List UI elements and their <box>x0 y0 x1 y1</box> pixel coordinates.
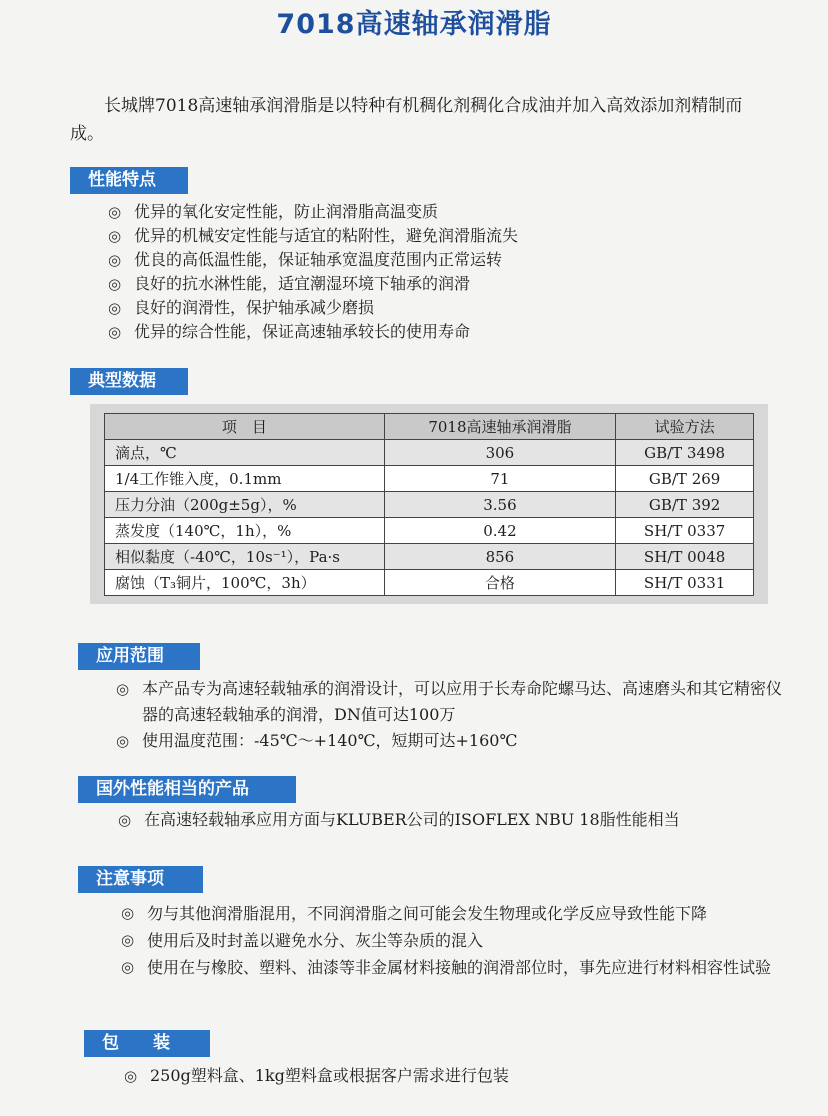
bullet-icon: ◎ <box>108 323 122 341</box>
list-item: ◎ 勿与其他润滑脂混用，不同润滑脂之间可能会发生物理或化学反应导致性能下降 <box>121 900 781 927</box>
packaging-list <box>124 1063 784 1089</box>
section-heading-packaging: 包 装 <box>84 1030 210 1057</box>
table-cell: GB/T 392 <box>616 492 754 518</box>
table-row <box>105 570 754 596</box>
table-cell: 腐蚀（T₃铜片，100℃，3h） <box>105 570 385 596</box>
table-row <box>105 518 754 544</box>
list-item: ◎ 良好的抗水淋性能，适宜潮湿环境下轴承的润滑 <box>108 272 788 296</box>
table-cell: 71 <box>384 466 616 492</box>
bullet-icon: ◎ <box>118 811 132 829</box>
bullet-icon: ◎ <box>108 203 122 221</box>
table-row <box>105 544 754 570</box>
table-header-row <box>105 414 754 440</box>
list-item: ◎ 本产品专为高速轻载轴承的润滑设计，可以应用于长寿命陀螺马达、高速磨头和其它精密仪器的高速轻载轴承的润滑，DN值可达100万 <box>116 676 784 728</box>
bullet-icon: ◎ <box>121 904 135 922</box>
features-list <box>108 200 788 344</box>
table-cell: 合格 <box>384 570 616 596</box>
page-title: 7018高速轴承润滑脂 <box>276 9 552 40</box>
bullet-icon: ◎ <box>124 1067 138 1085</box>
equivalent-list <box>118 807 786 833</box>
column-header: 7018高速轴承润滑脂 <box>384 414 616 440</box>
list-item: ◎ 优良的高低温性能，保证轴承宽温度范围内正常运转 <box>108 248 788 272</box>
column-header: 项 目 <box>105 414 385 440</box>
bullet-icon: ◎ <box>108 275 122 293</box>
table-cell: SH/T 0331 <box>616 570 754 596</box>
section-heading-application: 应用范围 <box>78 643 200 670</box>
table-cell: 0.42 <box>384 518 616 544</box>
table-cell: 相似黏度（-40℃，10s⁻¹），Pa·s <box>105 544 385 570</box>
list-item: ◎ 优异的机械安定性能与适宜的粘附性，避免润滑脂流失 <box>108 224 788 248</box>
bullet-icon: ◎ <box>108 227 122 245</box>
data-table <box>104 413 754 596</box>
list-item: ◎ 在高速轻载轴承应用方面与KLUBER公司的ISOFLEX NBU 18脂性能相当 <box>118 807 786 833</box>
section-heading-data: 典型数据 <box>70 368 188 395</box>
bullet-icon: ◎ <box>121 931 135 949</box>
notes-list <box>121 900 781 981</box>
table-cell: GB/T 269 <box>616 466 754 492</box>
table-cell: SH/T 0048 <box>616 544 754 570</box>
table-cell: SH/T 0337 <box>616 518 754 544</box>
data-table-frame <box>90 404 768 604</box>
list-item: ◎ 使用后及时封盖以避免水分、灰尘等杂质的混入 <box>121 927 781 954</box>
table-row <box>105 440 754 466</box>
list-item: ◎ 优异的综合性能，保证高速轴承较长的使用寿命 <box>108 320 788 344</box>
table-row <box>105 492 754 518</box>
list-item: ◎ 250g塑料盒、1kg塑料盒或根据客户需求进行包装 <box>124 1063 784 1089</box>
table-cell: 滴点，℃ <box>105 440 385 466</box>
list-item: ◎ 良好的润滑性，保护轴承减少磨损 <box>108 296 788 320</box>
table-cell: 3.56 <box>384 492 616 518</box>
table-cell: 1/4工作锥入度，0.1mm <box>105 466 385 492</box>
application-list <box>116 676 784 754</box>
column-header: 试验方法 <box>616 414 754 440</box>
table-row <box>105 466 754 492</box>
table-cell: 压力分油（200g±5g），% <box>105 492 385 518</box>
list-item: ◎ 使用温度范围：-45℃～+140℃，短期可达+160℃ <box>116 728 784 754</box>
bullet-icon: ◎ <box>121 958 135 976</box>
intro-paragraph: 长城牌7018高速轴承润滑脂是以特种有机稠化剂稠化合成油并加入高效添加剂精制而成。 <box>70 96 743 144</box>
bullet-icon: ◎ <box>116 680 130 698</box>
table-cell: GB/T 3498 <box>616 440 754 466</box>
table-cell: 306 <box>384 440 616 466</box>
section-heading-notes: 注意事项 <box>78 866 203 893</box>
section-heading-equivalent: 国外性能相当的产品 <box>78 776 296 803</box>
bullet-icon: ◎ <box>116 732 130 750</box>
bullet-icon: ◎ <box>108 299 122 317</box>
section-heading-features: 性能特点 <box>70 167 188 194</box>
bullet-icon: ◎ <box>108 251 122 269</box>
list-item: ◎ 优异的氧化安定性能，防止润滑脂高温变质 <box>108 200 788 224</box>
table-cell: 856 <box>384 544 616 570</box>
list-item: ◎ 使用在与橡胶、塑料、油漆等非金属材料接触的润滑部位时，事先应进行材料相容性试验 <box>121 954 781 981</box>
table-cell: 蒸发度（140℃，1h），% <box>105 518 385 544</box>
